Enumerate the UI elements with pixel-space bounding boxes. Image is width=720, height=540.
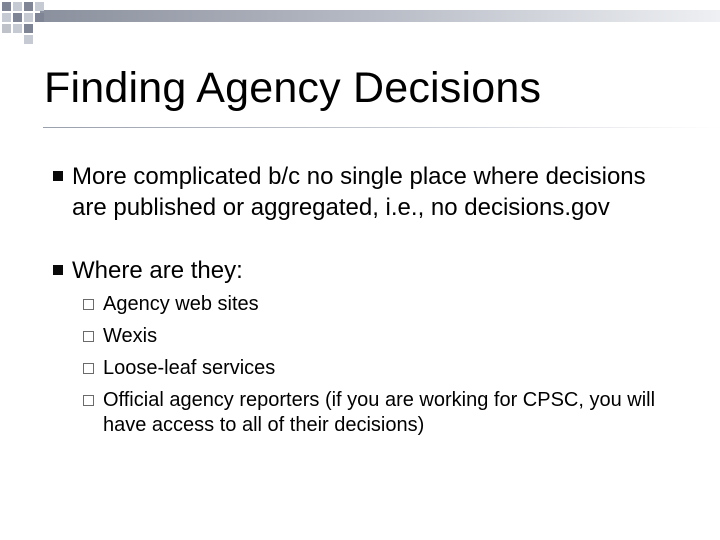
checkbox-bullet-icon (83, 299, 94, 310)
checkbox-bullet-icon (83, 363, 94, 374)
sub-bullet-text: Loose-leaf services (103, 357, 276, 379)
checkered-decoration (0, 0, 720, 50)
square-bullet-icon (53, 171, 63, 181)
bullet-text: More complicated b/c no single place where decisions are published or aggregated, i.e., no decisions.gov (72, 163, 646, 221)
slide-title: Finding Agency Decisions (44, 64, 542, 112)
sub-bullet-text: Agency web sites (103, 293, 259, 315)
bullet-text: Where are they: (72, 257, 243, 284)
checkbox-bullet-icon (83, 395, 94, 406)
sub-bullet-text: Official agency reporters (if you are working for CPSC, you will have access to all of their decisions) (103, 389, 656, 436)
checkbox-bullet-icon (83, 331, 94, 342)
sub-bullet-text: Wexis (103, 325, 158, 347)
title-divider (43, 127, 720, 128)
square-bullet-icon (53, 265, 63, 275)
